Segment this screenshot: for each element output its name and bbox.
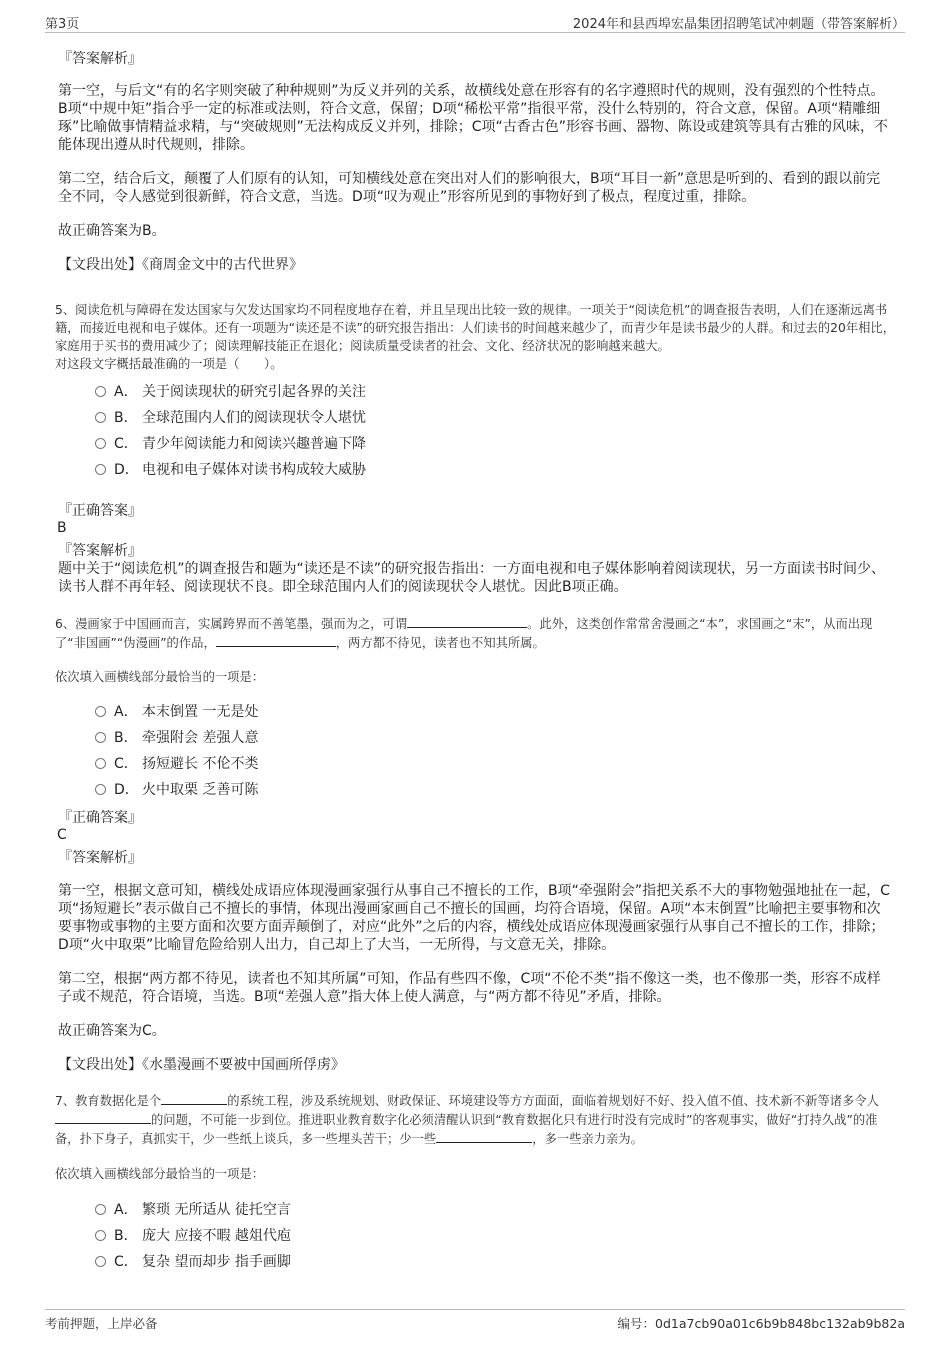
radio-icon[interactable] <box>95 706 106 717</box>
analysis-paragraph: 第二空，结合后文，颠覆了人们原有的认知，可知横线处意在突出对人们的影响很大，B项“耳目一新”意思是听到的、看到的跟以前完全不同，令人感觉到很新鲜，符合文意，当选。D项“叹为观止”形容所见到的事物好到了极点，程度过重，排除。 <box>58 171 881 205</box>
analysis-paragraph: 第一空，根据文意可知，横线处成语应体现漫画家强行从事自己不擅长的工作，B项“牵强附会”指把关系不大的事物勉强地扯在一起，C项“扬短避长”表示做自己不擅长的事情，体现出漫画家画自己不擅长的国画，均符合语境，保留。A项“本末倒置”比喻把主要事物和次要事物或事物的主要方面和次要方面弄颠倒了，对应“此外”之后的内容，横线处成语应体现漫画家强行从事自己不擅长的工作，排除；D项“火中取栗”比喻冒危险给别人出力，自己却上了大当，一无所得，与文意无关，排除。 <box>58 883 890 953</box>
radio-icon[interactable] <box>95 1230 106 1241</box>
correct-answer-label: 『正确答案』 <box>58 503 142 519</box>
question-5-prompt: 对这段文字概括最准确的一项是（ ）。 <box>55 357 283 371</box>
fill-blank <box>216 633 336 647</box>
question-6-stem: 6、漫画家于中国画而言，实属跨界而不善笔墨，强而为之，可谓 。此外，这类创作常常舍漫画之“本”，求国画之“末”，从而出现了“非国画”“伪漫画”的作品， ，两方都不待见，读者也不知其所属。 <box>55 614 897 652</box>
option-c[interactable]: C． 复杂 望而却步 指手画脚 <box>95 1253 291 1271</box>
radio-icon[interactable] <box>95 784 106 795</box>
fill-blank <box>407 614 527 628</box>
radio-icon[interactable] <box>95 386 106 397</box>
question-7-stem: 7、教育数据化是个 的系统工程，涉及系统规划、财政保证、环境建设等方方面面，面临着规划好不好、投入值不值、技术新不新等诸多令人的问题，不可能一步到位。推进职业教育数字化必须清醒认识到“教育数据化只有进行时没有完成时”的客观事实，做好“打持久战”的准备，扑下身子，真抓实干，少一些纸上谈兵，多一些埋头苦干；少一些 ，多一些亲力亲为。 <box>55 1091 897 1148</box>
footer-slogan: 考前押题，上岸必备 <box>45 1316 158 1331</box>
radio-icon[interactable] <box>95 438 106 449</box>
radio-icon[interactable] <box>95 758 106 769</box>
question-stem <box>55 301 897 373</box>
fill-blank <box>161 1091 227 1105</box>
option-a[interactable]: A． 关于阅读现状的研究引起各界的关注 <box>95 383 366 401</box>
question-instruction: 依次填入画横线部分最恰当的一项是： <box>55 1167 265 1181</box>
correct-answer: B <box>57 520 67 536</box>
analysis-paragraph: 第一空，与后文“有的名字则突破了种种规则”为反义并列的关系，故横线处意在形容有的名字遵照时代的规则，没有强烈的个性特点。B项“中规中矩”指合乎一定的标准或法则，符合文意，保留；D项“稀松平常”指很平常，没什么特别的，符合文意，保留。A项“精雕细琢”比喻做事情精益求精，与“突破规则”无法构成反义并列，排除；C项“古香古色”形容书画、器物、陈设或建筑等具有古雅的风味，不能体现出遵从时代规则，排除。 <box>58 83 889 153</box>
analysis-conclusion: 故正确答案为B。 <box>58 223 166 239</box>
option-b[interactable]: B． 牵强附会 差强人意 <box>95 729 258 747</box>
document-title: 2024年和县西埠宏晶集团招聘笔试冲刺题（带答案解析） <box>572 17 905 32</box>
option-d[interactable]: D． 火中取栗 乏善可陈 <box>95 781 258 799</box>
document-code: 编号：0d1a7cb90a01c6b9b848bc132ab9b82a <box>617 1316 905 1331</box>
source-citation: 【文段出处】《商周金文中的古代世界》 <box>58 257 303 273</box>
header-rule <box>45 32 905 33</box>
page-number: 第3页 <box>45 17 80 32</box>
option-a[interactable]: A． 本末倒置 一无是处 <box>95 703 258 721</box>
option-c[interactable]: C． 扬短避长 不伦不类 <box>95 755 258 773</box>
fill-blank <box>55 1110 151 1124</box>
radio-icon[interactable] <box>95 464 106 475</box>
radio-icon[interactable] <box>95 1204 106 1215</box>
analysis-label: 『答案解析』 <box>58 850 142 866</box>
analysis-conclusion: 故正确答案为C。 <box>58 1023 166 1039</box>
option-c[interactable]: C． 青少年阅读能力和阅读兴趣普遍下降 <box>95 435 366 453</box>
correct-answer: C <box>57 827 67 843</box>
analysis-label: 『答案解析』 <box>58 51 142 67</box>
option-b[interactable]: B． 全球范围内人们的阅读现状令人堪忧 <box>95 409 366 427</box>
analysis-paragraph: 第二空，根据“两方都不待见，读者也不知其所属”可知，作品有些四不像，C项“不伦不类”指不像这一类，也不像那一类，形容不成样子或不规范，符合语境，当选。B项“差强人意”指大体上使人满意，与“两方都不待见”矛盾，排除。 <box>58 971 881 1005</box>
analysis-paragraph: 题中关于“阅读危机”的调查报告和题为“读还是不读”的研究报告指出：一方面电视和电子媒体影响着阅读现状，另一方面读书时间少、读书人群不再年轻、阅读现状不良。即全球范围内人们的阅读现状令人堪忧。因此B项正确。 <box>58 561 886 595</box>
radio-icon[interactable] <box>95 412 106 423</box>
option-d[interactable]: D． 电视和电子媒体对读书构成较大威胁 <box>95 461 366 479</box>
correct-answer-label: 『正确答案』 <box>58 810 142 826</box>
fill-blank <box>436 1129 532 1143</box>
radio-icon[interactable] <box>95 732 106 743</box>
footer-rule <box>45 1309 905 1310</box>
option-a[interactable]: A． 繁琐 无所适从 徒托空言 <box>95 1201 291 1219</box>
option-b[interactable]: B． 庞大 应接不暇 越俎代庖 <box>95 1227 291 1245</box>
source-citation: 【文段出处】《水墨漫画不要被中国画所俘虏》 <box>58 1057 345 1073</box>
question-5-stem: 5、阅读危机与障碍在发达国家与欠发达国家均不同程度地存在着，并且呈现出比较一致的规律。一项关于“阅读危机”的调查报告表明，人们在逐渐远离书籍，而接近电视和电子媒体。还有一项题为“读还是不读”的研究报告指出：人们读书的时间越来越少了，而青少年是读书最少的人群。和过去的20年相比，家庭用于买书的费用减少了；阅读理解技能正在退化；阅读质量受读者的社会、文化、经济状况的影响越来越大。 <box>55 303 895 353</box>
analysis-label: 『答案解析』 <box>58 543 142 559</box>
question-instruction: 依次填入画横线部分最恰当的一项是： <box>55 670 265 684</box>
radio-icon[interactable] <box>95 1256 106 1267</box>
